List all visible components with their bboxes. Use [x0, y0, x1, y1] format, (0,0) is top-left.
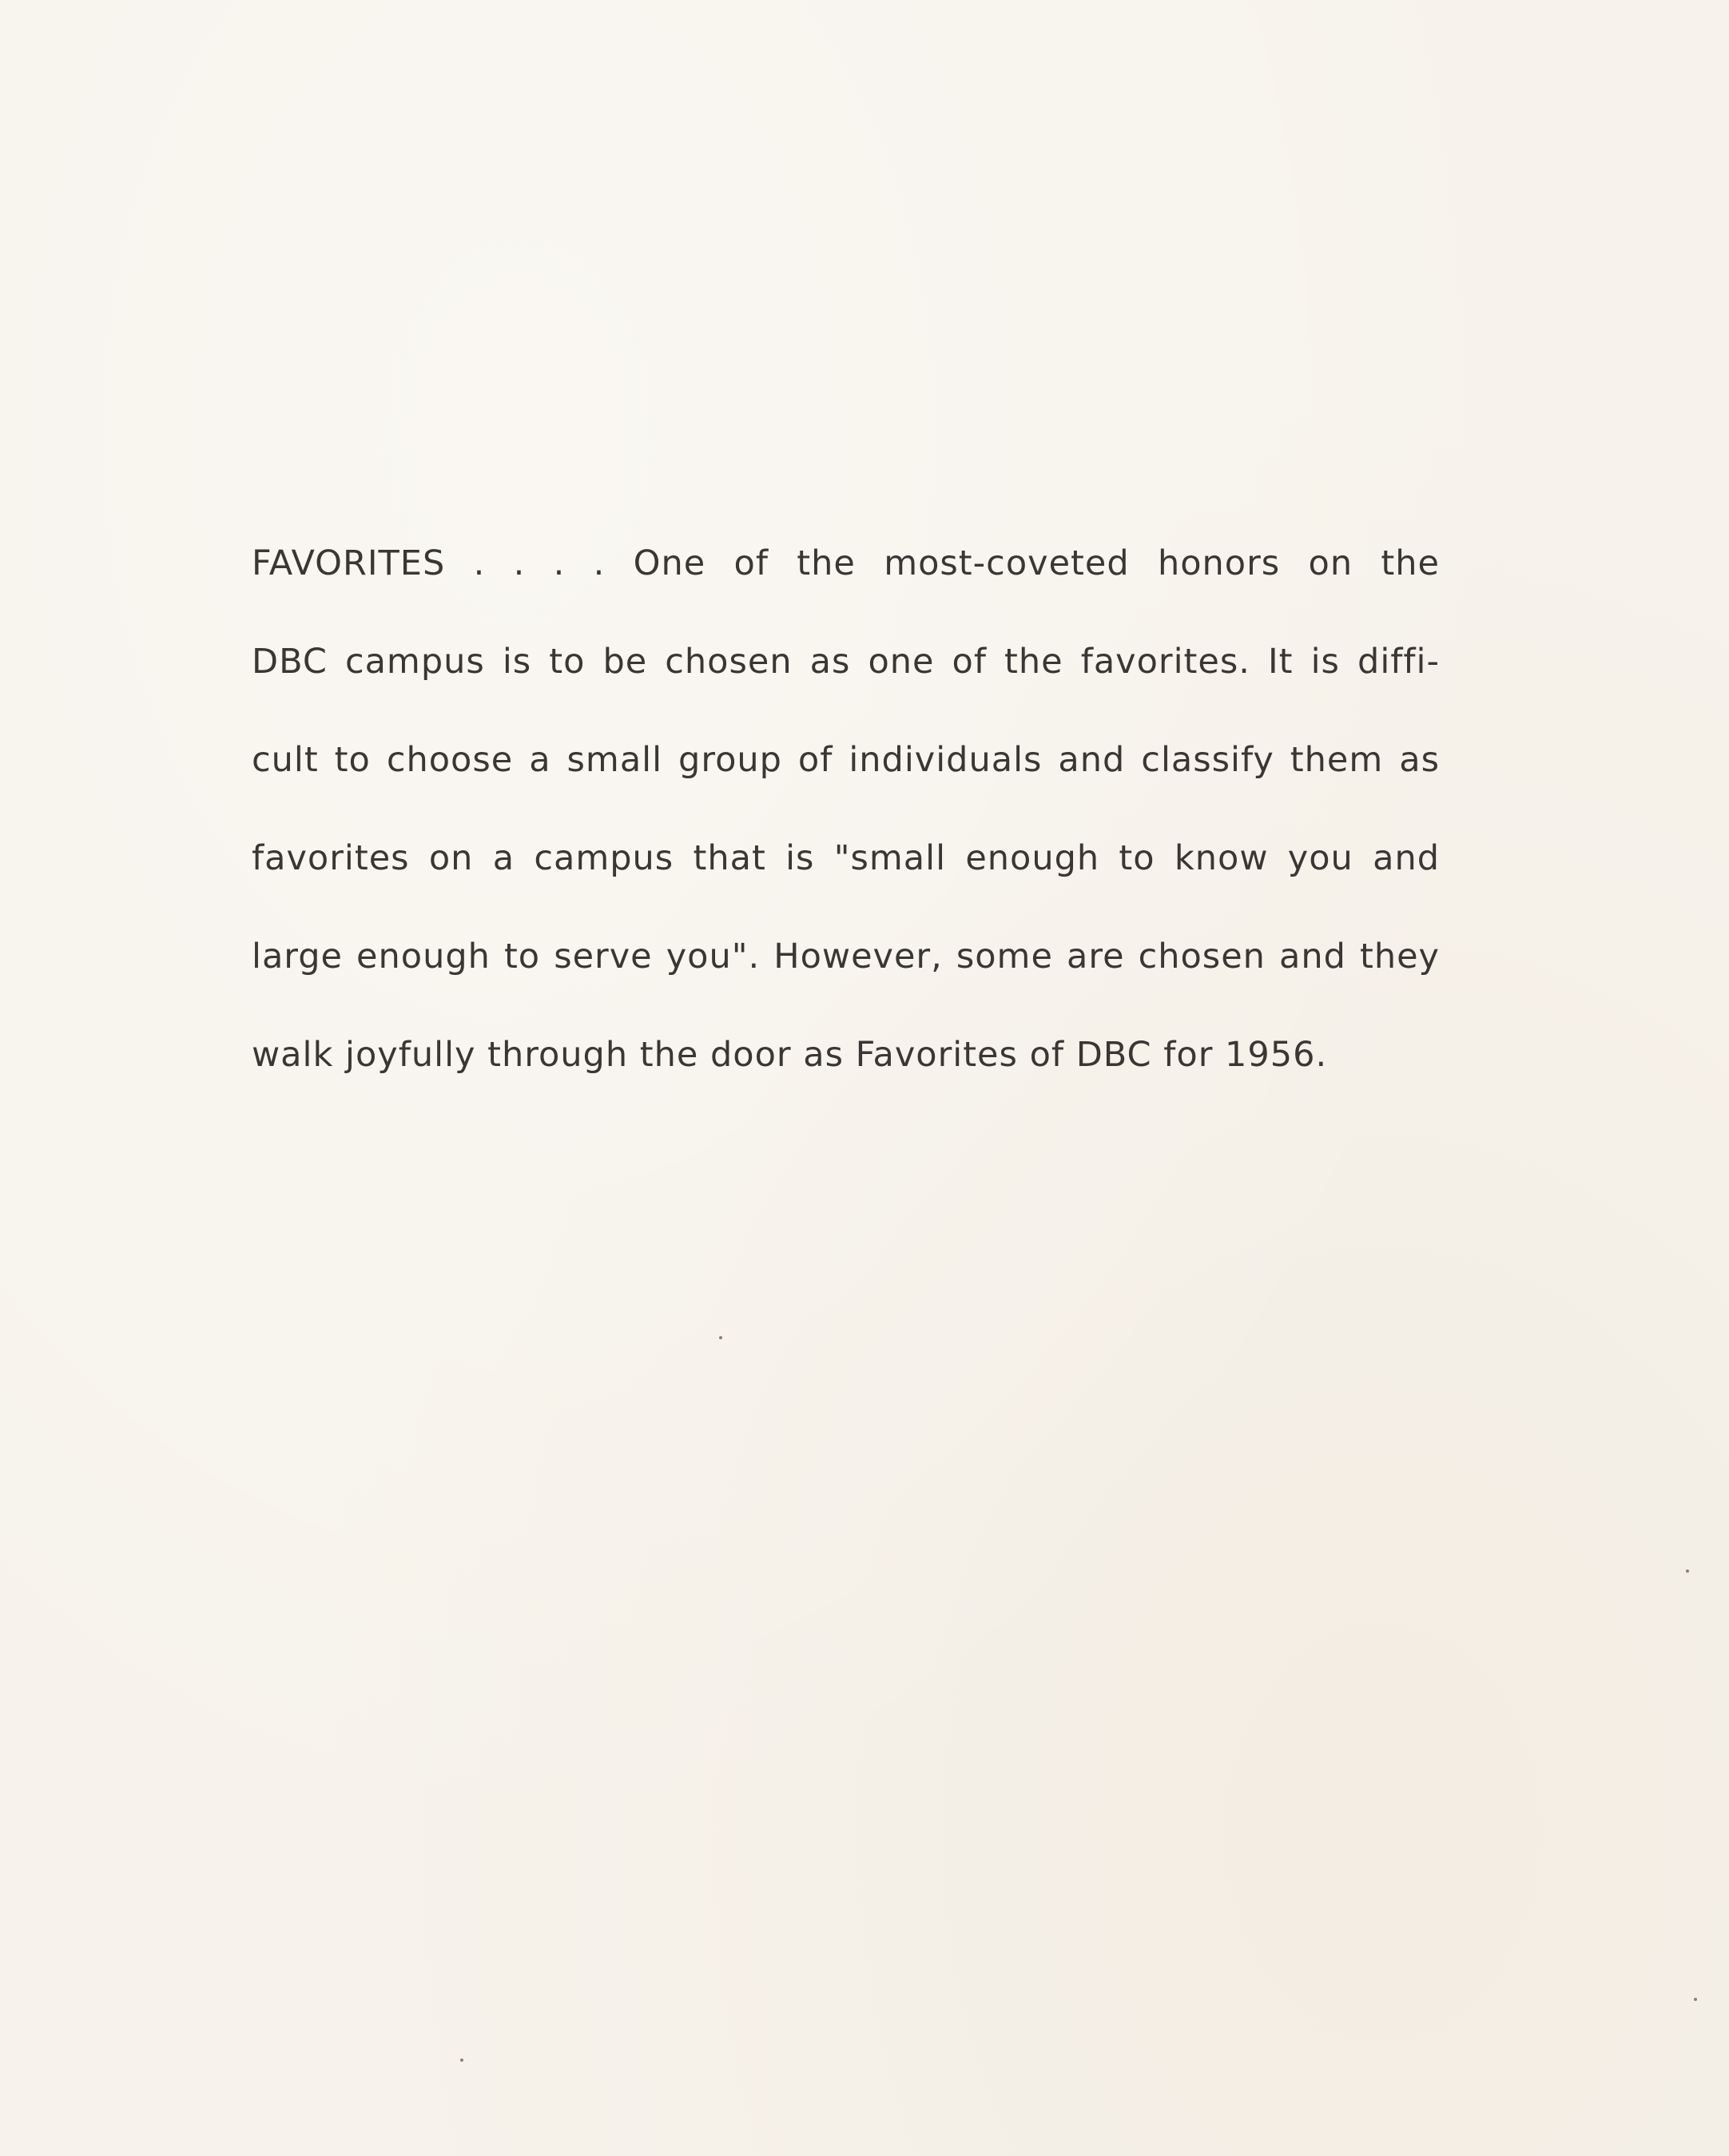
paragraph-line-4: favorites on a campus that is "small enough to know you and [252, 838, 1440, 878]
paragraph-line-5: large enough to serve you". However, some are chosen and they [252, 937, 1440, 977]
paper-speck [460, 2059, 463, 2062]
paragraph-line-2: DBC campus is to be chosen as one of the favorites. It is diffi- [252, 642, 1440, 682]
paragraph-line-3: cult to choose a small group of individuals and classify them as [252, 740, 1440, 780]
paragraph-line-6: walk joyfully through the door as Favorites of DBC for 1956. [252, 1035, 1328, 1075]
paper-speck [719, 1336, 722, 1339]
paper-speck [1694, 1998, 1697, 2001]
paper-speck [1686, 1569, 1689, 1573]
body-paragraph [252, 527, 1440, 1117]
paragraph-line-1: FAVORITES . . . . One of the most-coveted honors on the [252, 543, 1440, 583]
